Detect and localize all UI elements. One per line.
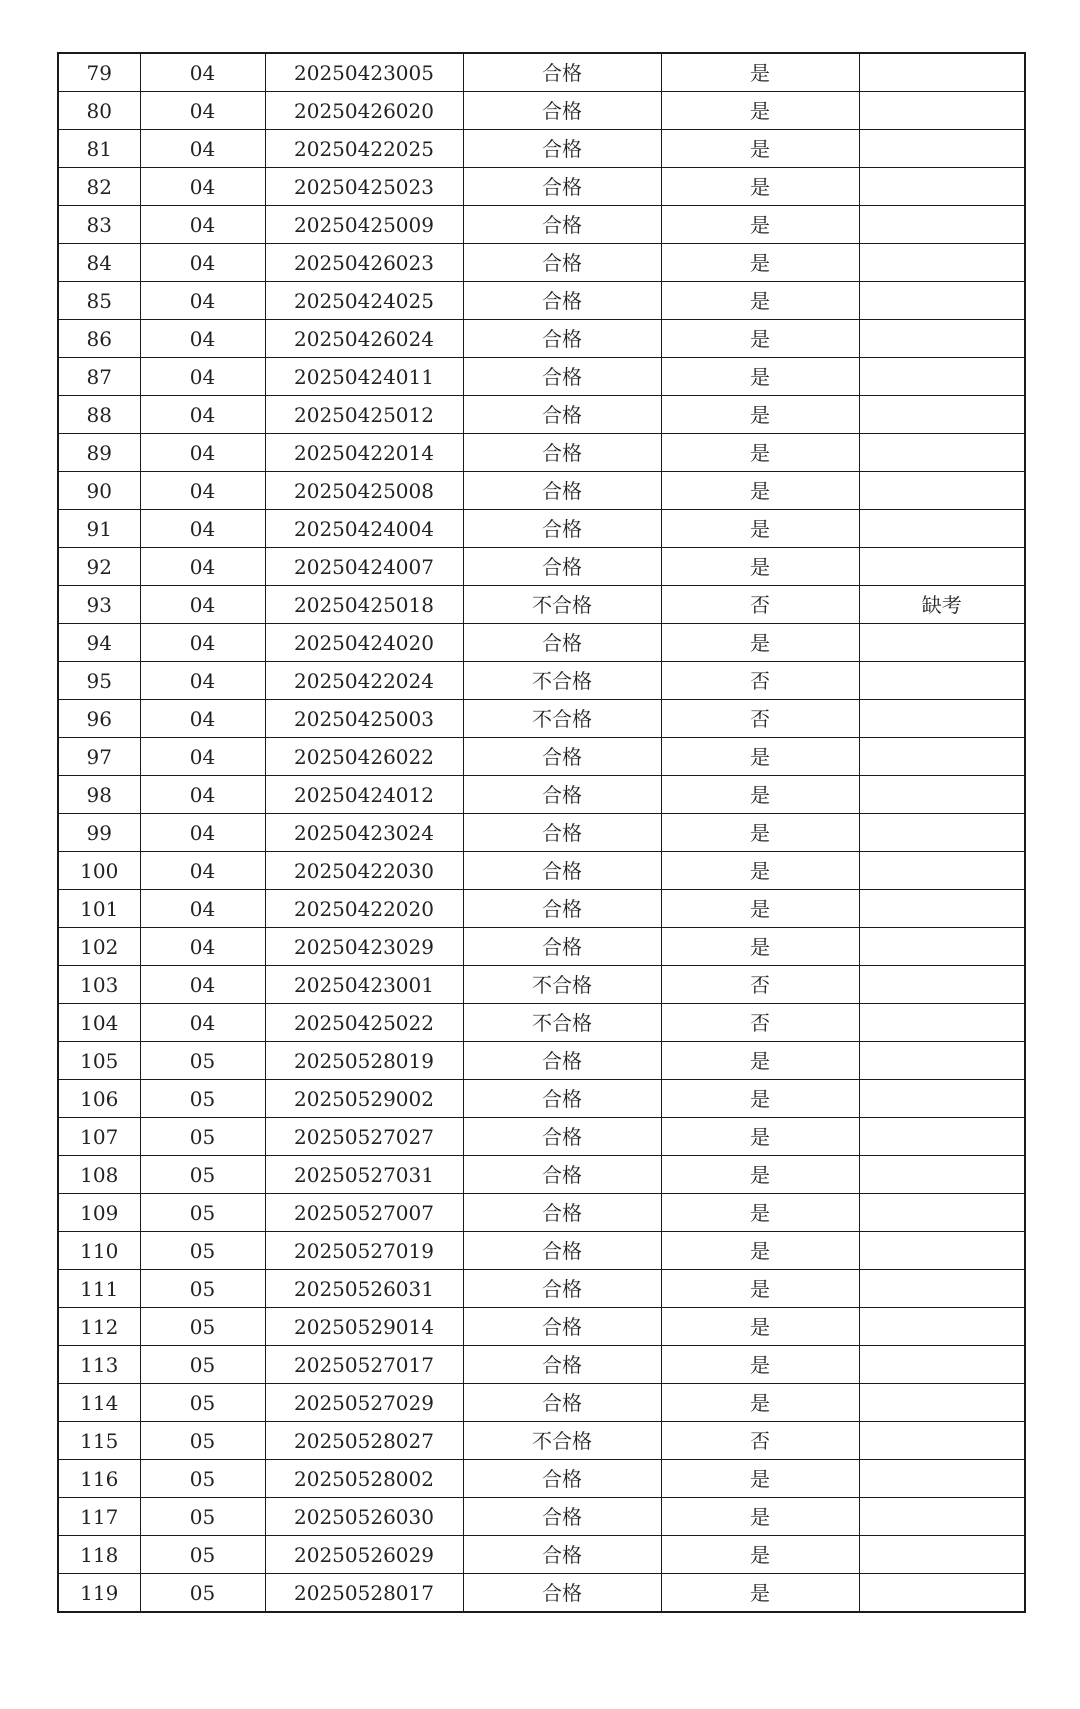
- post-code-cell: 04: [140, 700, 265, 738]
- table-row: [58, 1042, 1025, 1080]
- result-cell: 合格: [463, 1308, 661, 1346]
- exam-id-cell: 20250529002: [265, 1080, 463, 1118]
- post-code-cell: 04: [140, 548, 265, 586]
- seq-cell: 91: [58, 510, 140, 548]
- table-row: [58, 814, 1025, 852]
- exam-id-cell: 20250425008: [265, 472, 463, 510]
- next-stage-cell: 是: [661, 1156, 859, 1194]
- note-cell: [859, 1574, 1025, 1613]
- result-cell: 合格: [463, 928, 661, 966]
- result-cell: 合格: [463, 1384, 661, 1422]
- post-code-cell: 05: [140, 1156, 265, 1194]
- note-cell: [859, 928, 1025, 966]
- post-code-cell: 04: [140, 928, 265, 966]
- seq-cell: 90: [58, 472, 140, 510]
- exam-id-cell: 20250426024: [265, 320, 463, 358]
- exam-id-cell: 20250422014: [265, 434, 463, 472]
- note-cell: [859, 738, 1025, 776]
- note-cell: [859, 1004, 1025, 1042]
- result-cell: 合格: [463, 1498, 661, 1536]
- note-cell: [859, 1118, 1025, 1156]
- table-row: [58, 1346, 1025, 1384]
- post-code-cell: 04: [140, 92, 265, 130]
- table-row: [58, 1270, 1025, 1308]
- post-code-cell: 04: [140, 586, 265, 624]
- post-code-cell: 05: [140, 1118, 265, 1156]
- note-cell: [859, 776, 1025, 814]
- post-code-cell: 04: [140, 358, 265, 396]
- exam-id-cell: 20250424025: [265, 282, 463, 320]
- result-cell: 合格: [463, 624, 661, 662]
- note-cell: [859, 814, 1025, 852]
- seq-cell: 104: [58, 1004, 140, 1042]
- next-stage-cell: 否: [661, 586, 859, 624]
- seq-cell: 92: [58, 548, 140, 586]
- result-cell: 合格: [463, 244, 661, 282]
- next-stage-cell: 是: [661, 396, 859, 434]
- next-stage-cell: 是: [661, 1118, 859, 1156]
- note-cell: [859, 1194, 1025, 1232]
- note-cell: [859, 890, 1025, 928]
- exam-id-cell: 20250528027: [265, 1422, 463, 1460]
- seq-cell: 116: [58, 1460, 140, 1498]
- table-row: [58, 92, 1025, 130]
- note-cell: [859, 1080, 1025, 1118]
- note-cell: [859, 472, 1025, 510]
- exam-id-cell: 20250527031: [265, 1156, 463, 1194]
- exam-id-cell: 20250529014: [265, 1308, 463, 1346]
- seq-cell: 98: [58, 776, 140, 814]
- note-cell: [859, 1042, 1025, 1080]
- table-row: [58, 1080, 1025, 1118]
- exam-id-cell: 20250424020: [265, 624, 463, 662]
- post-code-cell: 04: [140, 168, 265, 206]
- exam-id-cell: 20250425022: [265, 1004, 463, 1042]
- exam-id-cell: 20250422024: [265, 662, 463, 700]
- result-cell: 合格: [463, 434, 661, 472]
- note-cell: [859, 1536, 1025, 1574]
- exam-id-cell: 20250423005: [265, 53, 463, 92]
- next-stage-cell: 是: [661, 852, 859, 890]
- result-cell: 合格: [463, 738, 661, 776]
- result-cell: 合格: [463, 548, 661, 586]
- seq-cell: 115: [58, 1422, 140, 1460]
- seq-cell: 94: [58, 624, 140, 662]
- exam-id-cell: 20250425003: [265, 700, 463, 738]
- exam-id-cell: 20250424011: [265, 358, 463, 396]
- next-stage-cell: 否: [661, 1004, 859, 1042]
- table-row: [58, 1574, 1025, 1613]
- next-stage-cell: 是: [661, 1536, 859, 1574]
- exam-id-cell: 20250527027: [265, 1118, 463, 1156]
- exam-id-cell: 20250528002: [265, 1460, 463, 1498]
- next-stage-cell: 是: [661, 1194, 859, 1232]
- result-cell: 合格: [463, 1460, 661, 1498]
- exam-id-cell: 20250526031: [265, 1270, 463, 1308]
- note-cell: [859, 1156, 1025, 1194]
- table-row: [58, 700, 1025, 738]
- exam-id-cell: 20250424007: [265, 548, 463, 586]
- result-cell: 不合格: [463, 586, 661, 624]
- post-code-cell: 04: [140, 814, 265, 852]
- table-row: [58, 396, 1025, 434]
- seq-cell: 113: [58, 1346, 140, 1384]
- table-row: [58, 890, 1025, 928]
- next-stage-cell: 是: [661, 130, 859, 168]
- next-stage-cell: 是: [661, 168, 859, 206]
- exam-id-cell: 20250526030: [265, 1498, 463, 1536]
- post-code-cell: 04: [140, 472, 265, 510]
- seq-cell: 86: [58, 320, 140, 358]
- note-cell: [859, 358, 1025, 396]
- seq-cell: 88: [58, 396, 140, 434]
- exam-id-cell: 20250425023: [265, 168, 463, 206]
- next-stage-cell: 是: [661, 282, 859, 320]
- table-row: [58, 738, 1025, 776]
- result-cell: 合格: [463, 776, 661, 814]
- result-cell: 不合格: [463, 662, 661, 700]
- seq-cell: 95: [58, 662, 140, 700]
- post-code-cell: 05: [140, 1460, 265, 1498]
- result-cell: 合格: [463, 1118, 661, 1156]
- seq-cell: 96: [58, 700, 140, 738]
- seq-cell: 89: [58, 434, 140, 472]
- next-stage-cell: 是: [661, 244, 859, 282]
- table-row: [58, 852, 1025, 890]
- note-cell: [859, 1498, 1025, 1536]
- result-cell: 合格: [463, 168, 661, 206]
- result-cell: 合格: [463, 472, 661, 510]
- result-cell: 合格: [463, 1270, 661, 1308]
- seq-cell: 112: [58, 1308, 140, 1346]
- result-cell: 合格: [463, 1042, 661, 1080]
- seq-cell: 93: [58, 586, 140, 624]
- seq-cell: 87: [58, 358, 140, 396]
- note-cell: [859, 168, 1025, 206]
- note-cell: 缺考: [859, 586, 1025, 624]
- table-row: [58, 1194, 1025, 1232]
- note-cell: [859, 1270, 1025, 1308]
- result-cell: 合格: [463, 1536, 661, 1574]
- note-cell: [859, 206, 1025, 244]
- next-stage-cell: 否: [661, 1422, 859, 1460]
- result-cell: 合格: [463, 282, 661, 320]
- table-row: [58, 1118, 1025, 1156]
- result-cell: 合格: [463, 814, 661, 852]
- post-code-cell: 04: [140, 53, 265, 92]
- seq-cell: 108: [58, 1156, 140, 1194]
- seq-cell: 82: [58, 168, 140, 206]
- post-code-cell: 05: [140, 1080, 265, 1118]
- exam-id-cell: 20250527017: [265, 1346, 463, 1384]
- result-cell: 不合格: [463, 1004, 661, 1042]
- next-stage-cell: 是: [661, 1232, 859, 1270]
- table-row: [58, 1422, 1025, 1460]
- table-row: [58, 662, 1025, 700]
- table-row: [58, 966, 1025, 1004]
- note-cell: [859, 548, 1025, 586]
- post-code-cell: 05: [140, 1422, 265, 1460]
- table-row: [58, 1384, 1025, 1422]
- results-table-body: [58, 53, 1025, 1612]
- next-stage-cell: 是: [661, 548, 859, 586]
- table-row: [58, 434, 1025, 472]
- note-cell: [859, 320, 1025, 358]
- table-row: [58, 1498, 1025, 1536]
- note-cell: [859, 624, 1025, 662]
- next-stage-cell: 是: [661, 1346, 859, 1384]
- post-code-cell: 04: [140, 206, 265, 244]
- table-row: [58, 206, 1025, 244]
- table-row: [58, 586, 1025, 624]
- seq-cell: 102: [58, 928, 140, 966]
- note-cell: [859, 92, 1025, 130]
- exam-id-cell: 20250426023: [265, 244, 463, 282]
- post-code-cell: 04: [140, 738, 265, 776]
- table-row: [58, 320, 1025, 358]
- post-code-cell: 05: [140, 1308, 265, 1346]
- note-cell: [859, 852, 1025, 890]
- post-code-cell: 05: [140, 1270, 265, 1308]
- result-cell: 合格: [463, 510, 661, 548]
- result-cell: 合格: [463, 130, 661, 168]
- next-stage-cell: 是: [661, 320, 859, 358]
- result-cell: 合格: [463, 1194, 661, 1232]
- result-cell: 不合格: [463, 700, 661, 738]
- seq-cell: 97: [58, 738, 140, 776]
- result-cell: 合格: [463, 1080, 661, 1118]
- result-cell: 合格: [463, 852, 661, 890]
- next-stage-cell: 是: [661, 1460, 859, 1498]
- seq-cell: 117: [58, 1498, 140, 1536]
- table-row: [58, 53, 1025, 92]
- exam-id-cell: 20250527029: [265, 1384, 463, 1422]
- next-stage-cell: 是: [661, 206, 859, 244]
- note-cell: [859, 1422, 1025, 1460]
- seq-cell: 81: [58, 130, 140, 168]
- table-row: [58, 1156, 1025, 1194]
- next-stage-cell: 是: [661, 92, 859, 130]
- result-cell: 合格: [463, 92, 661, 130]
- post-code-cell: 04: [140, 320, 265, 358]
- result-cell: 合格: [463, 1232, 661, 1270]
- exam-id-cell: 20250426022: [265, 738, 463, 776]
- exam-id-cell: 20250527007: [265, 1194, 463, 1232]
- exam-id-cell: 20250422025: [265, 130, 463, 168]
- post-code-cell: 04: [140, 852, 265, 890]
- next-stage-cell: 是: [661, 510, 859, 548]
- next-stage-cell: 是: [661, 53, 859, 92]
- post-code-cell: 05: [140, 1346, 265, 1384]
- post-code-cell: 04: [140, 662, 265, 700]
- table-row: [58, 548, 1025, 586]
- table-row: [58, 244, 1025, 282]
- result-cell: 合格: [463, 396, 661, 434]
- post-code-cell: 05: [140, 1498, 265, 1536]
- next-stage-cell: 是: [661, 1308, 859, 1346]
- seq-cell: 107: [58, 1118, 140, 1156]
- note-cell: [859, 966, 1025, 1004]
- seq-cell: 110: [58, 1232, 140, 1270]
- seq-cell: 109: [58, 1194, 140, 1232]
- seq-cell: 106: [58, 1080, 140, 1118]
- note-cell: [859, 1308, 1025, 1346]
- note-cell: [859, 700, 1025, 738]
- next-stage-cell: 是: [661, 1384, 859, 1422]
- seq-cell: 118: [58, 1536, 140, 1574]
- exam-id-cell: 20250526029: [265, 1536, 463, 1574]
- next-stage-cell: 是: [661, 1574, 859, 1613]
- post-code-cell: 05: [140, 1536, 265, 1574]
- post-code-cell: 04: [140, 244, 265, 282]
- result-cell: 合格: [463, 1346, 661, 1384]
- note-cell: [859, 53, 1025, 92]
- exam-id-cell: 20250424012: [265, 776, 463, 814]
- exam-id-cell: 20250528017: [265, 1574, 463, 1613]
- seq-cell: 101: [58, 890, 140, 928]
- table-row: [58, 1232, 1025, 1270]
- seq-cell: 105: [58, 1042, 140, 1080]
- seq-cell: 111: [58, 1270, 140, 1308]
- table-row: [58, 1004, 1025, 1042]
- seq-cell: 100: [58, 852, 140, 890]
- exam-id-cell: 20250423024: [265, 814, 463, 852]
- note-cell: [859, 662, 1025, 700]
- post-code-cell: 04: [140, 396, 265, 434]
- next-stage-cell: 是: [661, 1080, 859, 1118]
- table-row: [58, 1536, 1025, 1574]
- seq-cell: 84: [58, 244, 140, 282]
- table-row: [58, 358, 1025, 396]
- post-code-cell: 04: [140, 510, 265, 548]
- seq-cell: 80: [58, 92, 140, 130]
- post-code-cell: 04: [140, 624, 265, 662]
- seq-cell: 85: [58, 282, 140, 320]
- table-row: [58, 130, 1025, 168]
- note-cell: [859, 396, 1025, 434]
- next-stage-cell: 是: [661, 358, 859, 396]
- results-table: [57, 52, 1026, 1613]
- result-cell: 不合格: [463, 1422, 661, 1460]
- note-cell: [859, 1460, 1025, 1498]
- table-row: [58, 1308, 1025, 1346]
- seq-cell: 114: [58, 1384, 140, 1422]
- result-cell: 合格: [463, 358, 661, 396]
- exam-id-cell: 20250422020: [265, 890, 463, 928]
- next-stage-cell: 是: [661, 738, 859, 776]
- post-code-cell: 04: [140, 282, 265, 320]
- seq-cell: 99: [58, 814, 140, 852]
- exam-id-cell: 20250425018: [265, 586, 463, 624]
- next-stage-cell: 是: [661, 1498, 859, 1536]
- post-code-cell: 05: [140, 1232, 265, 1270]
- table-row: [58, 510, 1025, 548]
- post-code-cell: 04: [140, 890, 265, 928]
- next-stage-cell: 是: [661, 928, 859, 966]
- result-cell: 合格: [463, 53, 661, 92]
- next-stage-cell: 是: [661, 776, 859, 814]
- exam-id-cell: 20250422030: [265, 852, 463, 890]
- table-row: [58, 168, 1025, 206]
- result-cell: 合格: [463, 1156, 661, 1194]
- post-code-cell: 05: [140, 1042, 265, 1080]
- seq-cell: 79: [58, 53, 140, 92]
- result-cell: 合格: [463, 320, 661, 358]
- seq-cell: 83: [58, 206, 140, 244]
- note-cell: [859, 1384, 1025, 1422]
- table-row: [58, 1460, 1025, 1498]
- next-stage-cell: 否: [661, 966, 859, 1004]
- post-code-cell: 05: [140, 1574, 265, 1613]
- table-row: [58, 776, 1025, 814]
- seq-cell: 119: [58, 1574, 140, 1613]
- exam-id-cell: 20250425012: [265, 396, 463, 434]
- note-cell: [859, 282, 1025, 320]
- table-row: [58, 624, 1025, 662]
- post-code-cell: 05: [140, 1194, 265, 1232]
- post-code-cell: 04: [140, 966, 265, 1004]
- next-stage-cell: 是: [661, 472, 859, 510]
- result-cell: 合格: [463, 206, 661, 244]
- seq-cell: 103: [58, 966, 140, 1004]
- next-stage-cell: 是: [661, 890, 859, 928]
- exam-id-cell: 20250528019: [265, 1042, 463, 1080]
- next-stage-cell: 是: [661, 624, 859, 662]
- next-stage-cell: 是: [661, 1042, 859, 1080]
- note-cell: [859, 244, 1025, 282]
- exam-id-cell: 20250423029: [265, 928, 463, 966]
- exam-id-cell: 20250423001: [265, 966, 463, 1004]
- result-cell: 不合格: [463, 966, 661, 1004]
- next-stage-cell: 否: [661, 700, 859, 738]
- next-stage-cell: 是: [661, 814, 859, 852]
- post-code-cell: 04: [140, 776, 265, 814]
- table-row: [58, 472, 1025, 510]
- post-code-cell: 04: [140, 130, 265, 168]
- table-row: [58, 282, 1025, 320]
- next-stage-cell: 是: [661, 434, 859, 472]
- exam-id-cell: 20250527019: [265, 1232, 463, 1270]
- note-cell: [859, 1232, 1025, 1270]
- exam-id-cell: 20250425009: [265, 206, 463, 244]
- note-cell: [859, 434, 1025, 472]
- table-row: [58, 928, 1025, 966]
- exam-id-cell: 20250424004: [265, 510, 463, 548]
- note-cell: [859, 510, 1025, 548]
- next-stage-cell: 否: [661, 662, 859, 700]
- result-cell: 合格: [463, 1574, 661, 1613]
- note-cell: [859, 1346, 1025, 1384]
- exam-id-cell: 20250426020: [265, 92, 463, 130]
- note-cell: [859, 130, 1025, 168]
- post-code-cell: 05: [140, 1384, 265, 1422]
- result-cell: 合格: [463, 890, 661, 928]
- next-stage-cell: 是: [661, 1270, 859, 1308]
- post-code-cell: 04: [140, 1004, 265, 1042]
- post-code-cell: 04: [140, 434, 265, 472]
